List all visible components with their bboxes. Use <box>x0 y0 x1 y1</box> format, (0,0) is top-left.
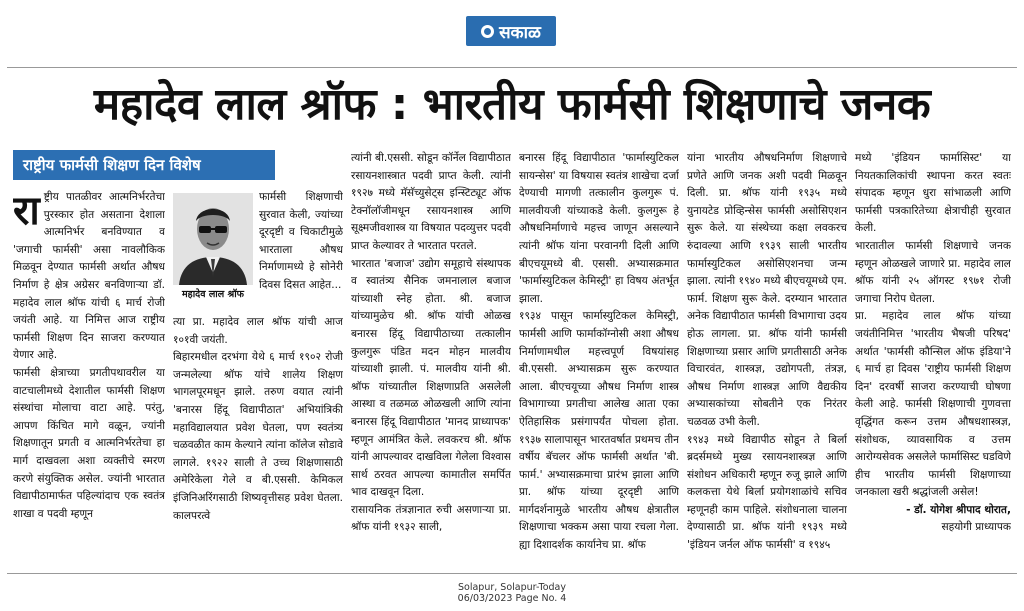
masthead-logo <box>466 16 556 46</box>
paragraph: ष्ट्रीय पातळीवर आत्मनिर्भरतेचा पुरस्कार होत असताना देशाला आत्मनिर्भर बनविण्यात व 'जगाची फार्मसी' असा नावलौकिक मिळवून देण्यात फार्मसी अर्थात औषध निर्माण हे क्षेत्र अग्रेसर बनविणाऱ्या डॉ. महादेव लाल श्रॉफ यांची ६ मार्च रोजी जयंती आहे. या निमित्त आज राष्ट्रीय फार्मसी शिक्षण दिन साजरा करण्यात येणार आहे. <box>13 191 165 362</box>
column-4 <box>519 150 679 569</box>
portrait-photo <box>173 193 253 285</box>
page-footer <box>0 582 1024 604</box>
photo-caption: महादेव लाल श्रॉफ <box>182 289 244 300</box>
footer-edition: Solapur, Solapur-Today <box>458 582 566 593</box>
paragraph: १९४३ मध्ये विद्यापीठ सोडून ते बिर्ला ब्रदर्समध्ये मुख्य रसायनशास्त्रज्ञ आणि संशोधन अधिकारी म्हणून रुजू झाले आणि कलकत्ता येथे बिर्ला प्रयोगशाळांचे सचिव म्हणूनही काम पाहिले. संशोधनाला चालना देण्यासाठी प्रा. श्रॉफ यांनी १९३९ मध्ये 'इंडियन जर्नल ऑफ फार्मसी' व १९४५ <box>687 433 847 552</box>
paragraph: फार्मसी क्षेत्राच्या प्रगतीपथावरील या वाटचालीमध्ये देशातील फार्मसी शिक्षण संस्थांचा मोलाचा वाटा आहे. परंतु, आपण किंचित मागे वळून, ज्यांनी शिक्षणातून प्रगती व आत्मनिर्भरतेचा हा मार्ग दाखवला अशा व्यक्तीचे स्मरण करणे संयुक्तिक असेल. ज्यांनी भारतात विद्यापीठामार्फत पहिल्यांदाच एक स्वतंत्र शाखा व पदवी म्हणून <box>13 366 165 520</box>
paragraph: १९३४ पासून फार्मास्युटिकल केमिस्ट्री, फार्मसी आणि फार्माकॉग्नोसी अशा औषध निर्माणामधील महत्त्वपूर्ण विषयांसह बी.एससी. अभ्यासक्रम सुरू करण्यात आला. बीएचयूच्या औषध निर्माण शास्त्र विभागाच्या प्रगतीचा आलेख आता एका ऐतिहासिक प्रसंगापर्यंत पोचला होता. १९३७ सालापासून भारतवर्षात प्रथमच तीन वर्षीय बॅचलर ऑफ फार्मसी अर्थात 'बी. फार्म.' अभ्यासक्रमाचा प्रारंभ झाला आणि प्रा. श्रॉफ यांच्या दूरदृष्टी आणि मार्गदर्शनामुळे भारतीय औषध क्षेत्रातील शिक्षणाचा भक्कम असा पाया रचला गेला. ह्या दिशादर्शक कार्यानेच प्रा. श्रॉफ <box>519 310 679 552</box>
footer-date-page: 06/03/2023 Page No. 4 <box>457 593 567 604</box>
article <box>7 67 1017 574</box>
portrait-figure <box>173 193 253 303</box>
paragraph: भारतातील फार्मसी शिक्षणाचे जनक म्हणून ओळखले जाणारे प्रा. महादेव लाल श्रॉफ यांनी २५ ऑगस्ट १९७१ रोजी जगाचा निरोप घेतला. <box>855 239 1011 305</box>
portrait-icon <box>173 193 253 285</box>
column-2 <box>173 314 343 569</box>
paragraph: रासायनिक तंत्रज्ञानात रुची असणाऱ्या प्रा. श्रॉफ यांनी १९३२ साली, <box>351 503 511 534</box>
column-5 <box>687 150 847 569</box>
paragraph: मध्ये 'इंडियन फार्मासिस्ट' या नियतकालिकांची स्थापना करत स्वतः संपादक म्हणून धुरा सांभाळली आणि फार्मसी पत्रकारितेच्या क्षेत्राचीही सुरवात केली. <box>855 152 1011 235</box>
paragraph: त्यांनी बी.एससी. सोडून कॉर्नेल विद्यापीठात रसायनशास्त्रात पदवी प्राप्त केली. त्यांनी १९२७ मध्ये मॅसॅच्युसेट्स इन्स्टिट्यूट ऑफ टेक्नॉलॉजीमधून रसायनशास्त्र आणि सूक्ष्मजीवशास्त्र या विषयात पदव्युत्तर पदवी प्राप्त केल्यावर ते भारतात परतले. <box>351 152 511 252</box>
column-3 <box>351 150 511 569</box>
column-2-beside-photo <box>259 189 343 311</box>
column-6 <box>855 150 1011 569</box>
paragraph: भारतात 'बजाज' उद्योग समूहाचे संस्थापक व स्वातंत्र्य सैनिक जमनालाल बजाज यांच्याशी स्नेह होता. श्री. बजाज यांच्यामुळेच श्री. श्रॉफ यांची ओळख बनारस हिंदू विद्यापीठाच्या तत्कालीन कुलगुरू पंडित मदन मोहन मालवीय यांच्याशी झाली. पं. मालवीय यांनी श्री. श्रॉफ यांच्यातील शिक्षणाप्रति असलेली आस्था व तळमळ ओळखली आणि त्यांना बनारस हिंदू विद्यापीठात 'मानद प्राध्यापक' म्हणून आमंत्रित केले. लवकरच श्री. श्रॉफ यांनी आपल्यावर दाखविला गेलेला विश्वास सार्थ ठरवत आपल्या कामातील समर्पित भाव दाखवून दिला. <box>351 257 511 499</box>
sakal-logo-icon <box>481 25 494 38</box>
paragraph: बनारस हिंदू विद्यापीठात 'फार्मास्युटिकल सायन्सेस' या विषयास स्वतंत्र शाखेचा दर्जा देण्याची मागणी तत्कालीन कुलगुरू पं. मालवीयजी यांच्याकडे केली. कुलगुरू हे औषधनिर्माणाचे महत्त्व जाणून असल्याने त्यांनी श्रॉफ यांना परवानगी दिली आणि बीएचयूमध्ये बी. एससी. अभ्यासक्रमात 'फार्मास्युटिकल केमिस्ट्री' हा विषय अंतर्भूत झाला. <box>519 152 679 305</box>
paragraph: प्रा. महादेव लाल श्रॉफ यांच्या जयंतीनिमित्त 'भारतीय भैषजी परिषद' अर्थात 'फार्मसी कौन्सिल ऑफ इंडिया'ने ६ मार्च हा दिवस 'राष्ट्रीय फार्मसी शिक्षण दिन' दरवर्षी साजरा करण्याची घोषणा केली आहे. फार्मसी शिक्षणाची गुणवत्ता वृद्धिंगत करून उत्तम औषधशास्त्रज्ञ, संशोधक, व्यावसायिक व उत्तम आरोग्यसेवक असलेले फार्मासिस्ट घडविणे हीच भारतीय फार्मसी शिक्षणाच्या जनकाला खरी श्रद्धांजली असेल! <box>855 310 1011 499</box>
masthead-name: सकाळ <box>499 22 541 43</box>
paragraph: बिहारमधील दरभंगा येथे ६ मार्च १९०२ रोजी जन्मलेल्या श्रॉफ यांचे शालेय शिक्षण भागलपूरमधून झाले. तरुण वयात त्यांनी 'बनारस हिंदू विद्यापीठात' अभियांत्रिकी महाविद्यालयात प्रवेश घेतला, पण स्वतंत्र्य चळवळीत काम केल्याने त्यांना कॉलेज सोडावे लागले. १९२२ साली ते उच्च शिक्षणासाठी अमेरिकेला गेले व बी.एससी. केमिकल इंजिनिअरिंगसाठी शिष्यवृत्तीसह प्रवेश घेतला. कालपरत्वे <box>173 351 343 522</box>
dropcap: रा <box>13 189 40 234</box>
paragraph: यांना भारतीय औषधनिर्माण शिक्षणाचे प्रणेते आणि जनक अशी पदवी मिळवून दिली. प्रा. श्रॉफ यांनी १९३५ मध्ये युनायटेड प्रोव्हिन्सेस फार्मसी असोसिएशन सुरू केले. या संस्थेच्या कक्षा लवकरच रुंदावल्या आणि १९३९ साली भारतीय फार्मास्युटिकल असोसिएशनचा जन्म झाला. त्यांनी १९४० मध्ये बीएचयूमध्ये एम. फार्म. शिक्षण सुरू केले. दरम्यान भारतात अनेक विद्यापीठात फार्मसी विभागाचा उदय होऊ लागला. प्रा. श्रॉफ यांनी फार्मसी शिक्षणाच्या प्रसार आणि प्रगतीसाठी अनेक विचारवंत, शास्त्रज्ञ, उद्योगपती, तंत्रज्ञ, औषध निर्माण शास्त्रज्ञ आणि वैद्यकीय अभ्यासकांच्या सोबतीने एक निरंतर चळवळ उभी केली. <box>687 152 847 428</box>
paragraph: त्या प्रा. महादेव लाल श्रॉफ यांची आज १०१वी जयंती. <box>173 316 343 346</box>
author-designation: सहयोगी प्राध्यापक <box>941 521 1011 534</box>
headline: महादेव लाल श्रॉफ : भारतीय फार्मसी शिक्षणाचे जनक <box>93 79 931 130</box>
column-1 <box>13 189 165 569</box>
subhead-banner: राष्ट्रीय फार्मसी शिक्षण दिन विशेष <box>13 150 275 180</box>
paragraph: फार्मसी शिक्षणाची सुरवात केली, ज्यांच्या दूरदृष्टी व चिकाटीमुळे भारताला औषध निर्माणामध्ये हे सोनेरी दिवस दिसत आहेत... <box>259 191 343 291</box>
author-signature: - डॉ. योगेश श्रीपाद थोरात, <box>906 503 1011 516</box>
